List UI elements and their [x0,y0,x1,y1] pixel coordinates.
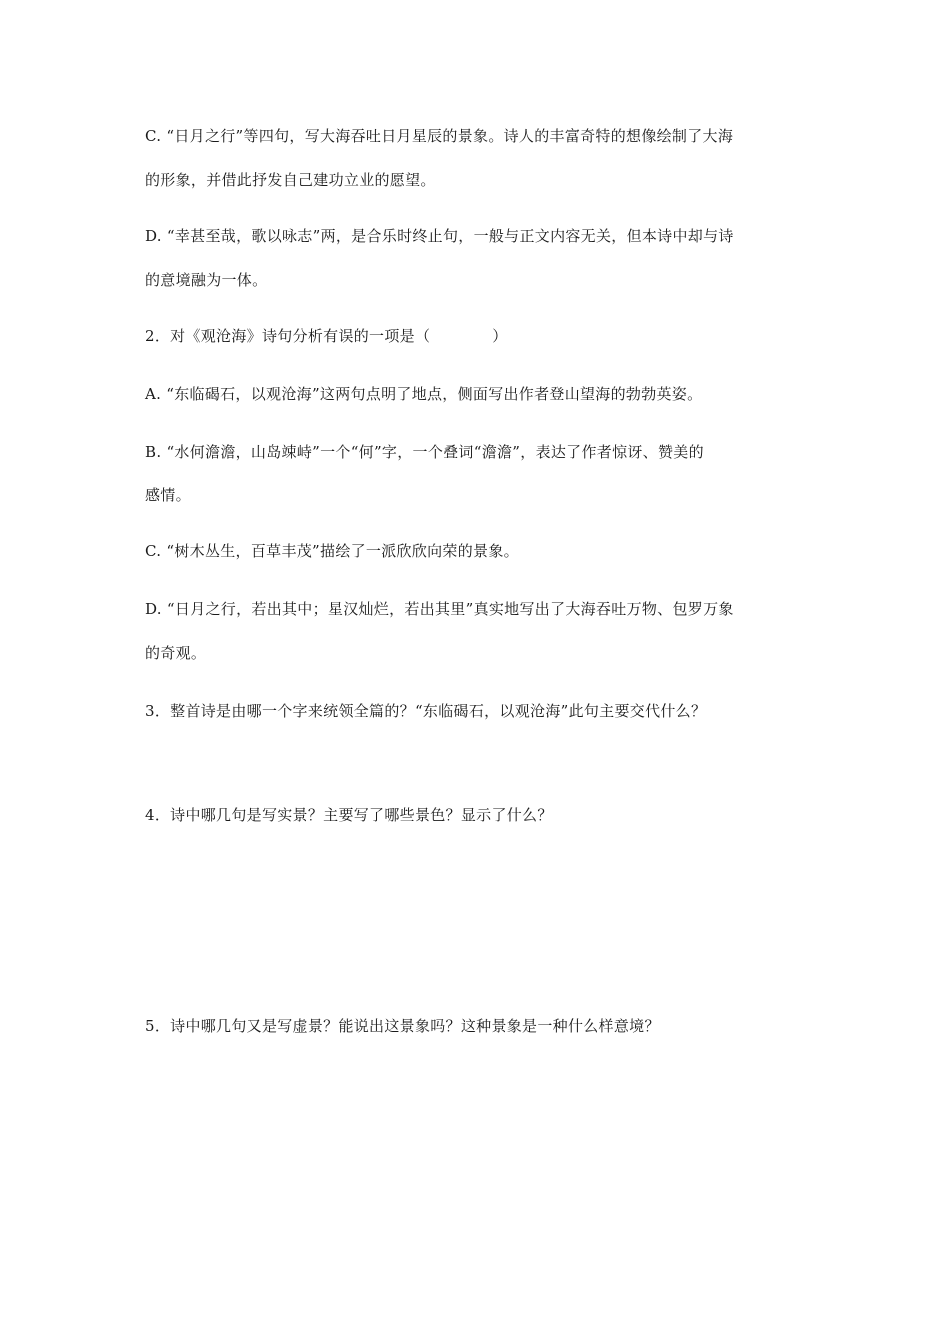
question-5: 5．诗中哪几句又是写虚景？能说出这景象吗？这种景象是一种什么样意境？ [145,1017,660,1035]
option-d-line-1: D. “幸甚至哉，歌以咏志”两，是合乐时终止句，一般与正文内容无关，但本诗中却与诗 [145,227,734,245]
question-4: 4．诗中哪几句是写实景？主要写了哪些景色？显示了什么？ [145,806,553,824]
option-c-line-2: 的形象，并借此抒发自己建功立业的愿望。 [145,171,436,189]
q2-option-c: C. “树木丛生，百草丰茂”描绘了一派欣欣向荣的景象。 [145,542,519,560]
question-3: 3．整首诗是由哪一个字来统领全篇的？“东临碣石，以观沧海”此句主要交代什么？ [145,702,707,720]
q2-option-d-line-2: 的奇观。 [145,644,207,662]
question-2 [145,326,815,346]
question-2-close-paren: ） [492,327,508,345]
q2-option-d-line-1: D. “日月之行，若出其中；星汉灿烂，若出其里”真实地写出了大海吞吐万物、包罗万象 [145,600,734,618]
q2-option-b-line-2: 感情。 [145,486,191,504]
question-2-text: 2．对《观沧海》诗句分析有误的一项是（ [145,327,431,345]
q2-option-b-line-1: B. “水何澹澹，山岛竦峙”一个“何”字，一个叠词“澹澹”，表达了作者惊讶、赞美的 [145,443,704,461]
q2-option-a: A. “东临碣石，以观沧海”这两句点明了地点，侧面写出作者登山望海的勃勃英姿。 [145,385,703,403]
option-c-line-1: C. “日月之行”等四句，写大海吞吐日月星辰的景象。诗人的丰富奇特的想像绘制了大海 [145,127,734,145]
option-d-line-2: 的意境融为一体。 [145,271,268,289]
